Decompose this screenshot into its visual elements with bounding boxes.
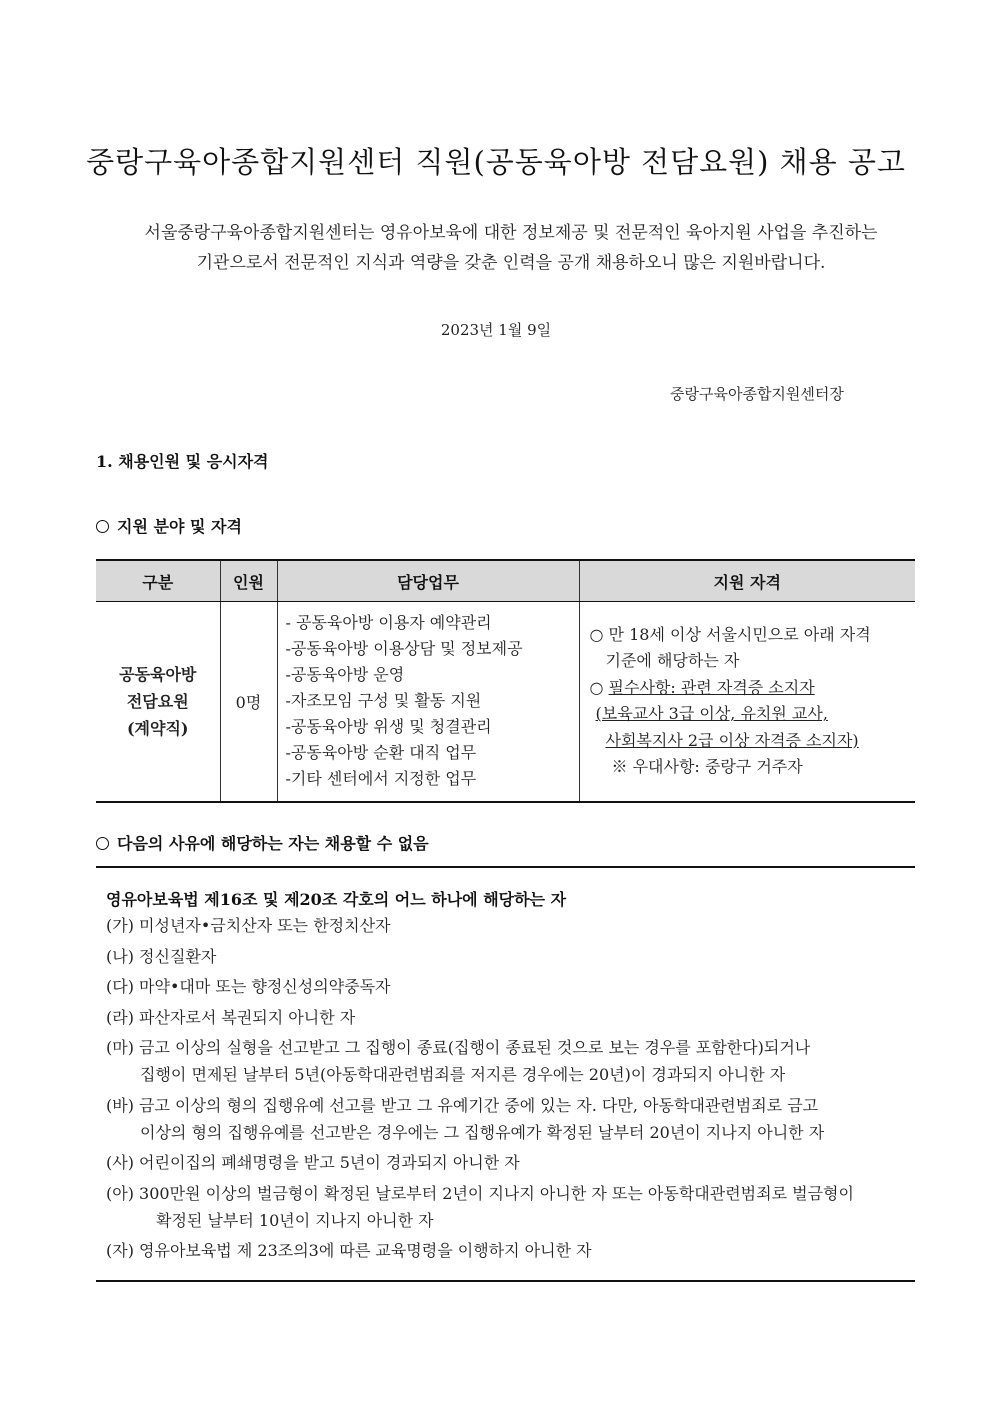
list-item xyxy=(106,912,921,939)
qual-required-line xyxy=(590,675,908,702)
list-item xyxy=(106,1004,921,1031)
qual-required-label: 필수사항: 관련 자격증 소지자 xyxy=(608,677,815,697)
list-item xyxy=(106,1180,921,1234)
duty-item: -자조모임 구성 및 활동 지원 xyxy=(285,691,482,711)
announcement-date: 2023년 1월 9일 xyxy=(440,321,552,339)
qual-preferred: ※ 우대사항: 중랑구 거주자 xyxy=(611,757,803,777)
list-item xyxy=(106,1237,921,1264)
organization-head: 중랑구육아종합지원센터장 xyxy=(670,385,844,403)
circle-bullet-icon xyxy=(96,837,109,850)
header-category: 구분 xyxy=(96,560,220,602)
list-item-text: (나) 정신질환자 xyxy=(106,946,217,966)
list-item xyxy=(106,973,921,1000)
category-line-1: 공동육아방 xyxy=(119,664,197,684)
qualifications-table xyxy=(96,559,915,803)
qual-required-prefix: ○ xyxy=(589,677,609,697)
category-line-2: 전담요원 xyxy=(126,691,189,711)
list-item xyxy=(106,1092,921,1146)
qual-line: (보육교사 3급 이상, 유치원 교사, xyxy=(595,704,828,724)
duty-item: -공동육아방 이용상담 및 정보제공 xyxy=(285,639,523,659)
qual-line: 기준에 해당하는 자 xyxy=(605,651,740,671)
qual-line: 사회복지사 2급 이상 자격증 소지자) xyxy=(605,730,859,750)
duty-item: -공동육아방 위생 및 청결관리 xyxy=(285,717,492,737)
section-heading-recruitment: 1. 채용인원 및 응시자격 xyxy=(96,452,269,471)
list-item-text: (마) 금고 이상의 실형을 선고받고 그 집행이 종료(집행이 종료된 것으로 보는 경우를 포함한다)되거나 xyxy=(106,1038,811,1057)
list-item-text: (라) 파산자로서 복권되지 아니한 자 xyxy=(106,1007,356,1027)
cell-category xyxy=(96,602,220,802)
list-item-text: (다) 마약•대마 또는 향정신성의약중독자 xyxy=(106,977,391,996)
cell-count: 0명 xyxy=(220,602,277,802)
header-duties: 담당업무 xyxy=(277,560,579,602)
circle-bullet-icon xyxy=(96,520,109,533)
subheading-disqualifications xyxy=(96,831,429,854)
divider-top xyxy=(96,866,915,868)
divider-bottom xyxy=(96,1280,915,1282)
list-item xyxy=(106,943,921,970)
list-item-text: (아) 300만원 이상의 벌금형이 확정된 날로부터 2년이 지나지 아니한 자 또는 아동학대관련범죄로 벌금형이 xyxy=(106,1183,854,1203)
duty-item: -기타 센터에서 지정한 업무 xyxy=(285,769,477,789)
page-title: 중랑구육아종합지원센터 직원(공동육아방 전담요원) 채용 공고 xyxy=(86,145,906,179)
list-item-continuation: 확정된 날부터 10년이 지나지 아니한 자 xyxy=(156,1210,434,1230)
header-qualifications: 지원 자격 xyxy=(579,560,915,602)
duty-item: -공동육아방 순환 대직 업무 xyxy=(285,743,477,763)
cell-qualifications xyxy=(579,602,915,802)
intro-line-1: 서울중랑구육아종합지원센터는 영유아보육에 대한 정보제공 및 전문적인 육아지원 사업을 추진하는 xyxy=(144,223,878,243)
category-line-3: (계약직) xyxy=(126,718,189,738)
qual-line: ○ 만 18세 이상 서울시민으로 아래 자격 xyxy=(589,624,871,644)
disqualification-list xyxy=(106,912,921,1268)
header-count: 인원 xyxy=(220,560,277,602)
list-item xyxy=(106,1034,921,1088)
list-item-text: (가) 미성년자•금치산자 또는 한정치산자 xyxy=(106,916,391,935)
law-title: 영유아보육법 제16조 및 제20조 각호의 어느 하나에 해당하는 자 xyxy=(106,890,567,909)
list-item-continuation: 이상의 형의 집행유예를 선고받은 경우에는 그 집행유예가 확정된 날부터 20년이 지나지 아니한 자 xyxy=(140,1122,825,1142)
subheading-field-qualifications-text: 지원 분야 및 자격 xyxy=(117,517,242,536)
intro-paragraph xyxy=(96,218,926,278)
duty-item: -공동육아방 운영 xyxy=(285,665,405,685)
subheading-disqualifications-text: 다음의 사유에 해당하는 자는 채용할 수 없음 xyxy=(117,834,429,853)
duty-item: - 공동육아방 이용자 예약관리 xyxy=(285,613,492,633)
list-item xyxy=(106,1149,921,1176)
intro-line-2: 기관으로서 전문적인 지식과 역량을 갖춘 인력을 공개 채용하오니 많은 지원바랍니다. xyxy=(196,253,826,273)
list-item-text: (사) 어린이집의 폐쇄명령을 받고 5년이 경과되지 아니한 자 xyxy=(106,1153,520,1172)
table-row xyxy=(96,602,915,802)
list-item-continuation: 집행이 면제된 날부터 5년(아동학대관련범죄를 저지른 경우에는 20년)이 경과되지 아니한 자 xyxy=(140,1065,786,1084)
table-header-row xyxy=(96,560,915,602)
list-item-text: (자) 영유아보육법 제 23조의3에 따른 교육명령을 이행하지 아니한 자 xyxy=(106,1241,592,1260)
cell-duties xyxy=(277,602,579,802)
list-item-text: (바) 금고 이상의 형의 집행유예 선고를 받고 그 유예기간 중에 있는 자. 다만, 아동학대관련범죄로 금고 xyxy=(106,1095,819,1115)
subheading-field-qualifications xyxy=(96,514,242,537)
